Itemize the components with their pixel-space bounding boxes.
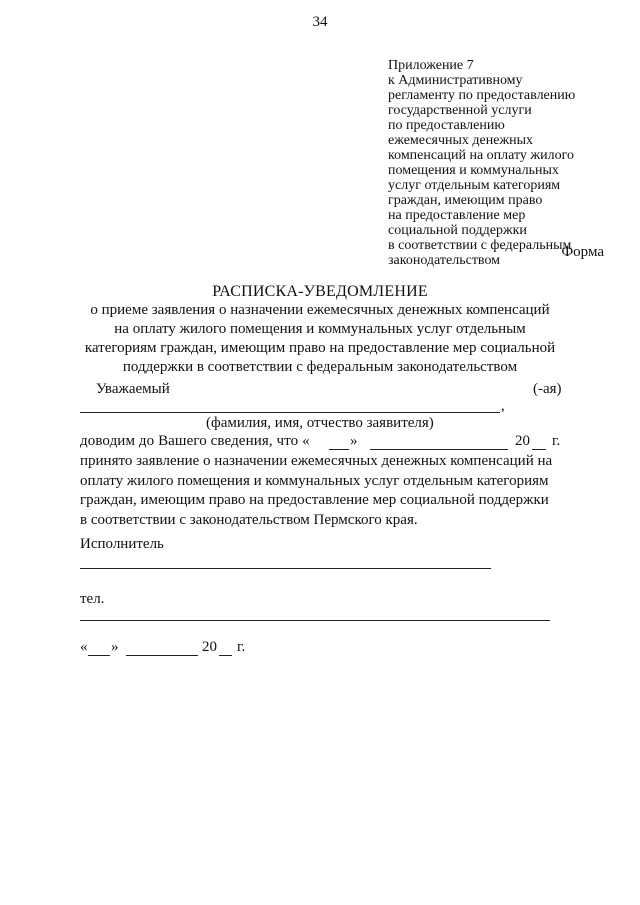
date-open-quote: « <box>80 639 88 655</box>
date-day-field[interactable] <box>88 655 110 656</box>
appendix-line: социальной поддержки <box>388 223 527 238</box>
fio-caption: (фамилия, имя, отчество заявителя) <box>206 415 434 431</box>
notify-year-suffix: г. <box>552 433 561 449</box>
executor-label: Исполнитель <box>80 536 164 552</box>
date-month-field[interactable] <box>126 655 198 656</box>
subtitle-line: о приеме заявления о назначении ежемесячных денежных компенсаций <box>90 302 550 318</box>
page-number: 34 <box>312 14 328 30</box>
greeting-comma: , <box>501 398 505 414</box>
subtitle-line: на оплату жилого помещения и коммунальных услуг отдельным <box>114 321 526 337</box>
subtitle-line: категориям граждан, имеющим право на предоставление мер социальной <box>84 340 556 356</box>
notify-close-quote: » <box>350 433 358 449</box>
greeting-label: Уважаемый <box>96 381 170 397</box>
date-year-prefix: 20 <box>202 639 217 655</box>
phone-label: тел. <box>80 591 105 607</box>
notify-month-field[interactable] <box>370 449 508 450</box>
appendix-line: регламенту по предоставлению <box>388 88 576 103</box>
date-year-suffix: г. <box>237 639 246 655</box>
notify-day-field[interactable] <box>329 449 349 450</box>
notify-year-field[interactable] <box>532 449 546 450</box>
appendix-line: Приложение 7 <box>388 58 474 73</box>
appendix-line: к Административному <box>388 73 523 88</box>
appendix-line: по предоставлению <box>388 118 505 133</box>
appendix-line: компенсаций на оплату жилого <box>388 148 574 163</box>
appendix-line: помещения и коммунальных <box>388 163 559 178</box>
date-year-field[interactable] <box>219 655 232 656</box>
body-line: оплату жилого помещения и коммунальных услуг отдельным категориям <box>80 472 549 489</box>
appendix-line: ежемесячных денежных <box>388 133 534 148</box>
executor-field[interactable] <box>80 568 491 569</box>
appendix-line: на предоставление мер <box>388 208 526 223</box>
body-line: принято заявление о назначении ежемесячных денежных компенсаций на <box>80 453 553 469</box>
applicant-name-field[interactable] <box>80 412 500 413</box>
appendix-line: в соответствии с федеральным <box>388 238 572 253</box>
greeting-suffix: (-ая) <box>533 381 562 397</box>
appendix-block <box>388 58 575 268</box>
body-line: в соответствии с законодательством Пермского края. <box>80 511 418 528</box>
date-close-quote: » <box>111 639 119 655</box>
body-paragraph <box>80 452 552 530</box>
form-label: Форма <box>561 244 604 260</box>
notify-text: доводим до Вашего сведения, что « <box>80 433 310 449</box>
body-line: граждан, имеющим право на предоставление мер социальной поддержки <box>80 492 549 508</box>
document-title: РАСПИСКА-УВЕДОМЛЕНИЕ <box>212 283 428 300</box>
appendix-line: государственной услуги <box>388 103 532 118</box>
appendix-line: граждан, имеющим право <box>388 193 543 208</box>
notify-year-prefix: 20 <box>515 433 530 449</box>
phone-field[interactable] <box>80 620 550 621</box>
appendix-line: законодательством <box>388 253 501 268</box>
document-subtitle <box>0 301 640 377</box>
subtitle-line: поддержки в соответствии с федеральным законодательством <box>122 359 518 375</box>
appendix-line: услуг отдельным категориям <box>388 178 561 193</box>
